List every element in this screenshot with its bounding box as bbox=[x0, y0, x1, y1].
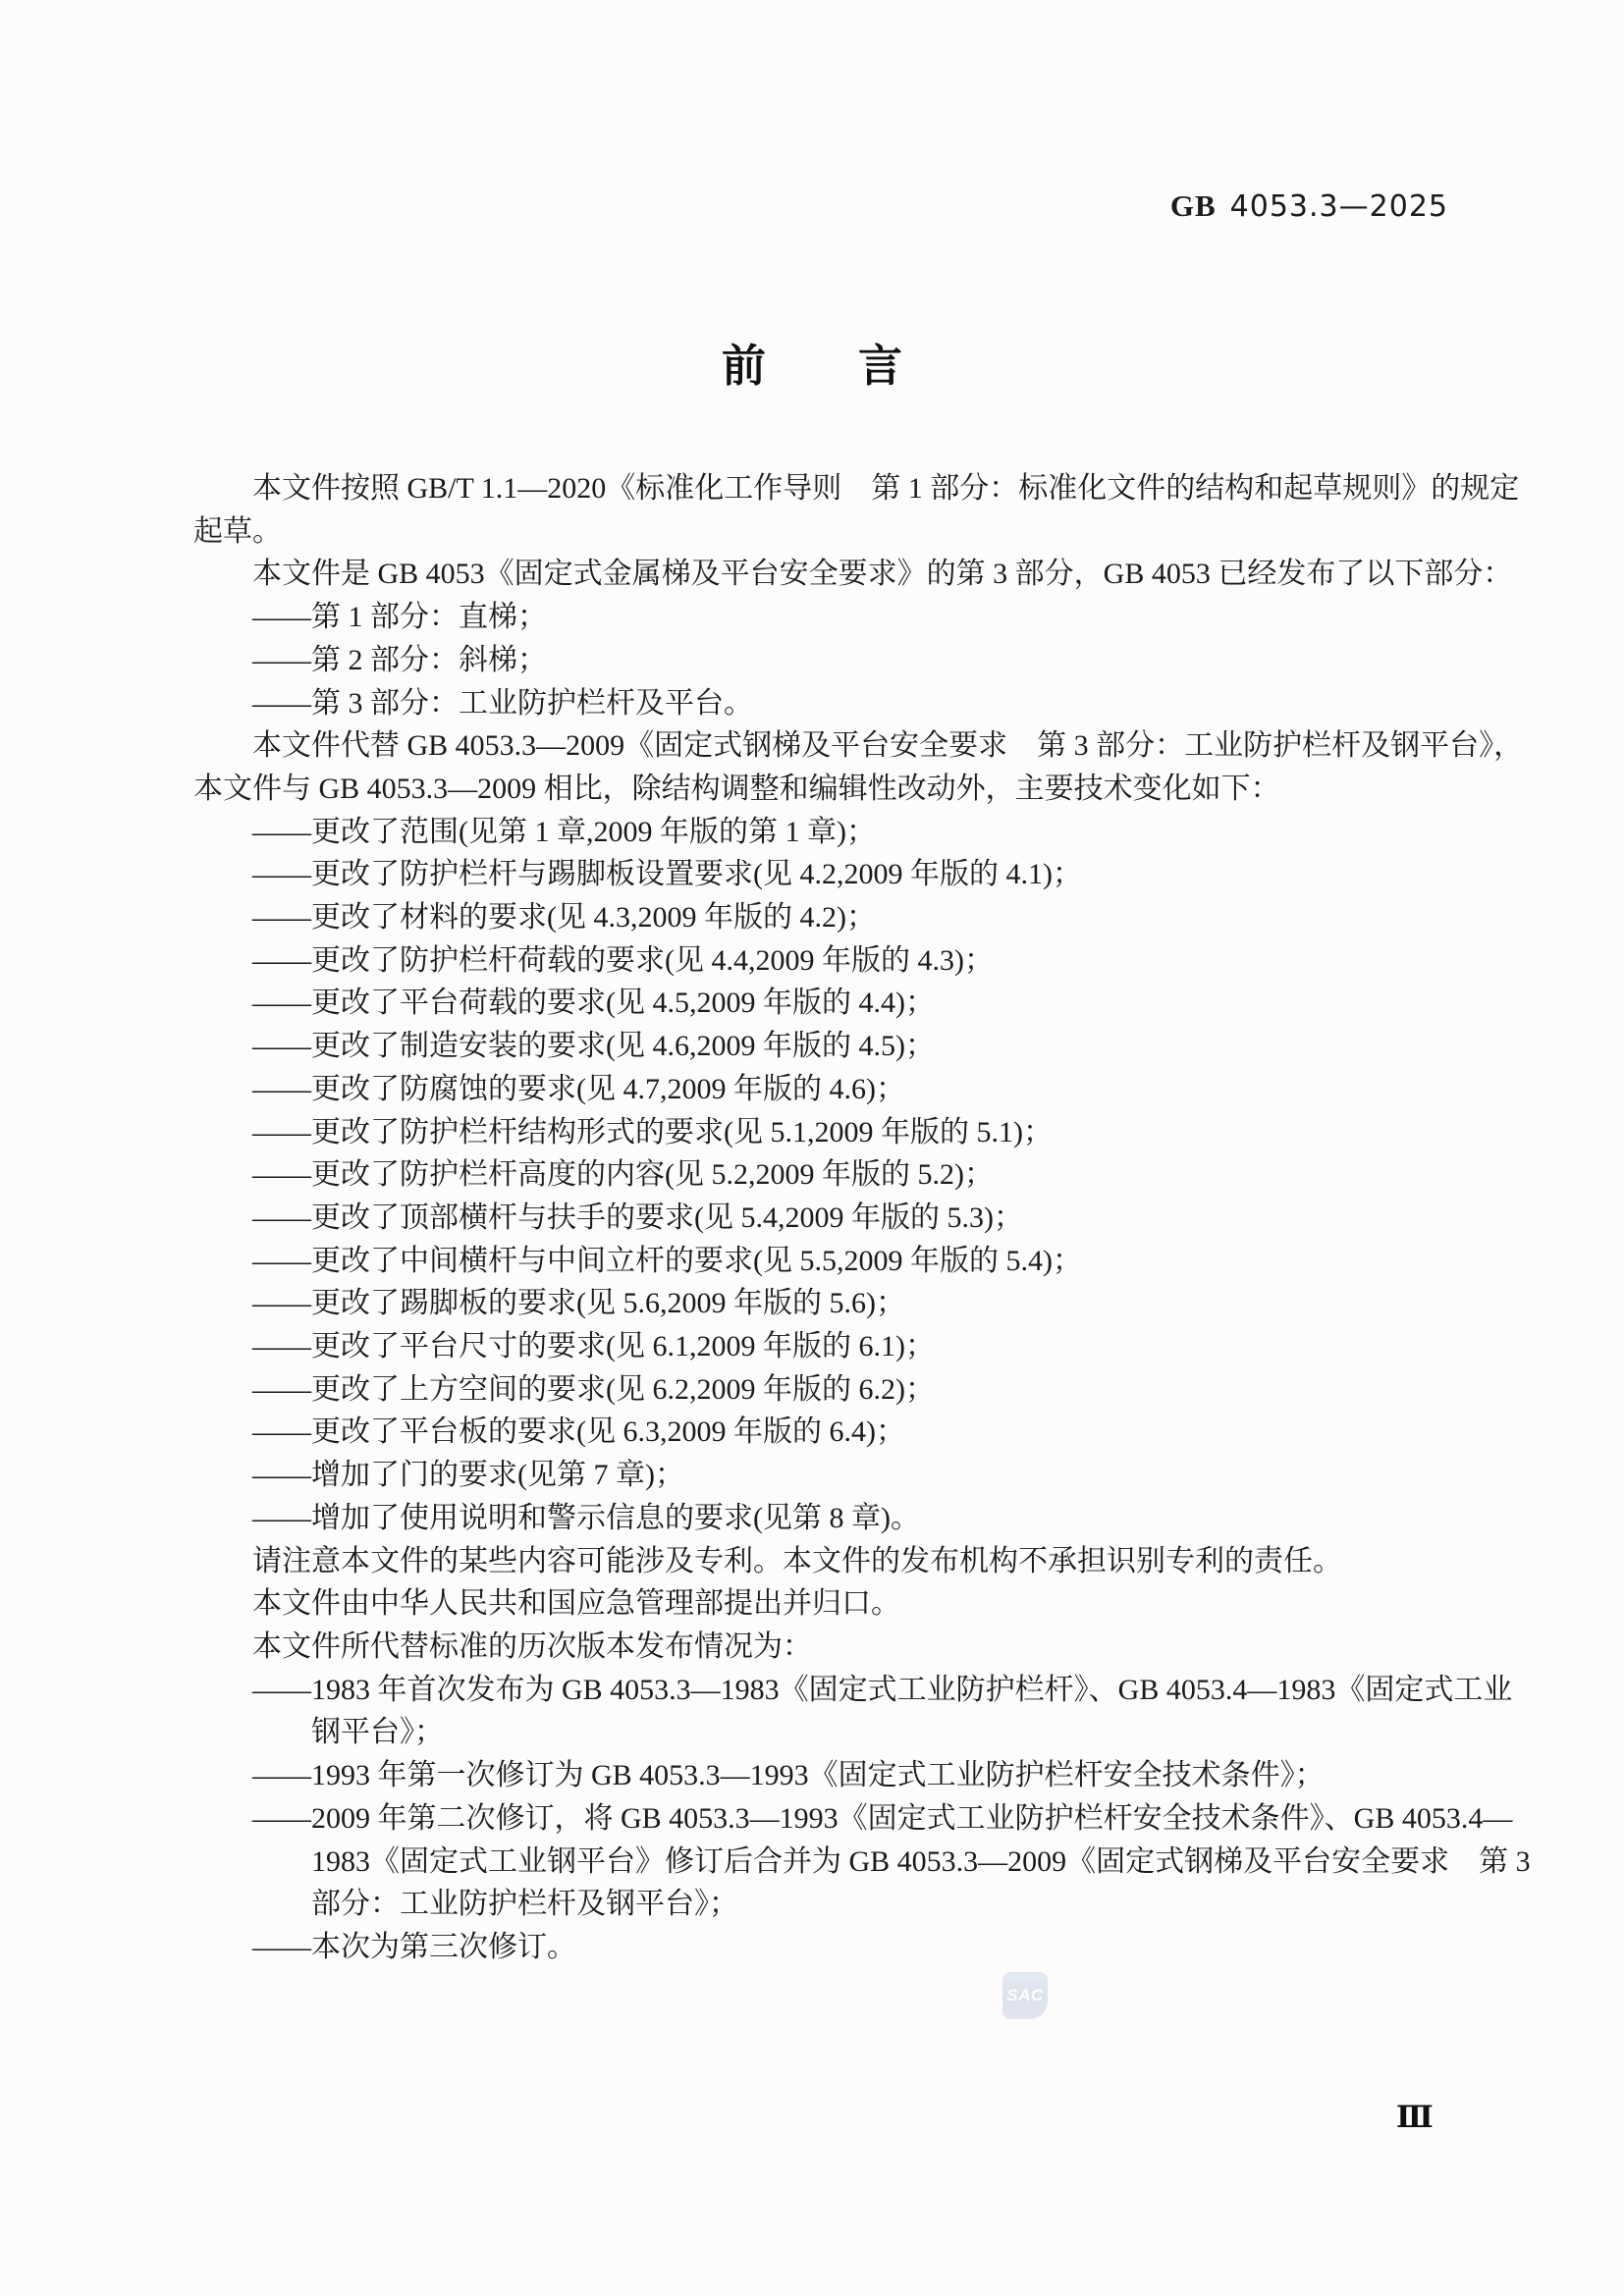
text-line: 本文件是 GB 4053《固定式金属梯及平台安全要求》的第 3 部分，GB 4053 已经发布了以下部分： bbox=[252, 558, 1513, 591]
text-line: 本文件由中华人民共和国应急管理部提出并归口。 bbox=[252, 1587, 900, 1621]
text-line: 部分：工业防护栏杆及钢平台》； bbox=[311, 1888, 738, 1921]
text-line: ——1993 年第一次修订为 GB 4053.3—1993《固定式工业防护栏杆安全技术条件》； bbox=[252, 1759, 1325, 1792]
text-line: 钢平台》； bbox=[311, 1716, 444, 1749]
text-line: 本文件所代替标准的历次版本发布情况为： bbox=[252, 1629, 812, 1663]
text-line: 本文件与 GB 4053.3—2009 相比，除结构调整和编辑性改动外，主要技术变化如下： bbox=[193, 772, 1280, 805]
title-char-qian: 前 bbox=[721, 341, 766, 391]
standard-code-number: 4053.3—2025 bbox=[1229, 189, 1448, 224]
text-line: ——更改了平台板的要求(见 6.3,2009 年版的 6.4)； bbox=[252, 1415, 905, 1449]
sac-watermark-logo bbox=[1002, 1972, 1048, 2019]
text-line: ——更改了顶部横杆与扶手的要求(见 5.4,2009 年版的 5.3)； bbox=[252, 1201, 1023, 1234]
text-line: ——更改了平台荷载的要求(见 4.5,2009 年版的 4.4)； bbox=[252, 987, 935, 1020]
text-line: ——更改了防护栏杆荷载的要求(见 4.4,2009 年版的 4.3)； bbox=[252, 943, 994, 977]
text-line: 起草。 bbox=[193, 514, 282, 548]
text-line: 本文件代替 GB 4053.3—2009《固定式钢梯及平台安全要求 第 3 部分：工业防护栏杆及钢平台》， bbox=[252, 729, 1524, 763]
text-line: ——增加了门的要求(见第 7 章)； bbox=[252, 1459, 684, 1492]
text-line: ——更改了防护栏杆高度的内容(见 5.2,2009 年版的 5.2)； bbox=[252, 1158, 994, 1192]
text-line: 请注意本文件的某些内容可能涉及专利。本文件的发布机构不承担识别专利的责任。 bbox=[252, 1544, 1342, 1577]
text-line: ——更改了防护栏杆与踢脚板设置要求(见 4.2,2009 年版的 4.1)； bbox=[252, 858, 1082, 891]
text-line: 1983《固定式工业钢平台》修订后合并为 GB 4053.3—2009《固定式钢梯及平台安全要求 第 3 bbox=[311, 1844, 1531, 1878]
text-line: ——更改了中间横杆与中间立杆的要求(见 5.5,2009 年版的 5.4)； bbox=[252, 1244, 1082, 1277]
standard-code-prefix: GB bbox=[1169, 188, 1217, 223]
title-char-yan: 言 bbox=[858, 341, 903, 391]
text-line: ——第 1 部分：直梯； bbox=[252, 601, 547, 634]
body-lines bbox=[193, 467, 1531, 1969]
text-line: ——更改了防腐蚀的要求(见 4.7,2009 年版的 4.6)； bbox=[252, 1072, 905, 1105]
text-line: ——本次为第三次修订。 bbox=[252, 1930, 576, 1963]
page-title bbox=[0, 330, 1624, 394]
text-line: ——更改了上方空间的要求(见 6.2,2009 年版的 6.2)； bbox=[252, 1372, 935, 1406]
text-line: ——更改了材料的要求(见 4.3,2009 年版的 4.2)； bbox=[252, 901, 876, 934]
page-number: Ⅲ bbox=[1396, 2100, 1434, 2134]
text-line: ——更改了制造安装的要求(见 4.6,2009 年版的 4.5)； bbox=[252, 1030, 935, 1063]
text-line: ——第 2 部分：斜梯； bbox=[252, 643, 547, 676]
text-line: ——更改了防护栏杆结构形式的要求(见 5.1,2009 年版的 5.1)； bbox=[252, 1115, 1053, 1148]
text-line: ——更改了平台尺寸的要求(见 6.1,2009 年版的 6.1)； bbox=[252, 1330, 935, 1363]
text-line: ——2009 年第二次修订，将 GB 4053.3—1993《固定式工业防护栏杆安全技术条件》、GB 4053.4— bbox=[252, 1801, 1513, 1835]
text-line: ——增加了使用说明和警示信息的要求(见第 8 章)。 bbox=[252, 1501, 920, 1534]
text-line: ——第 3 部分：工业防护栏杆及平台。 bbox=[252, 686, 753, 720]
text-line: ——更改了范围(见第 1 章,2009 年版的第 1 章)； bbox=[252, 815, 876, 848]
text-line: ——更改了踢脚板的要求(见 5.6,2009 年版的 5.6)； bbox=[252, 1287, 905, 1320]
text-line: 本文件按照 GB/T 1.1—2020《标准化工作导则 第 1 部分：标准化文件的结构和起草规则》的规定 bbox=[252, 472, 1520, 505]
standard-code bbox=[1170, 188, 1448, 224]
sac-logo-text: SAC bbox=[1006, 1986, 1044, 2004]
text-line: ——1983 年首次发布为 GB 4053.3—1983《固定式工业防护栏杆》、GB 4053.4—1983《固定式工业 bbox=[252, 1673, 1513, 1706]
